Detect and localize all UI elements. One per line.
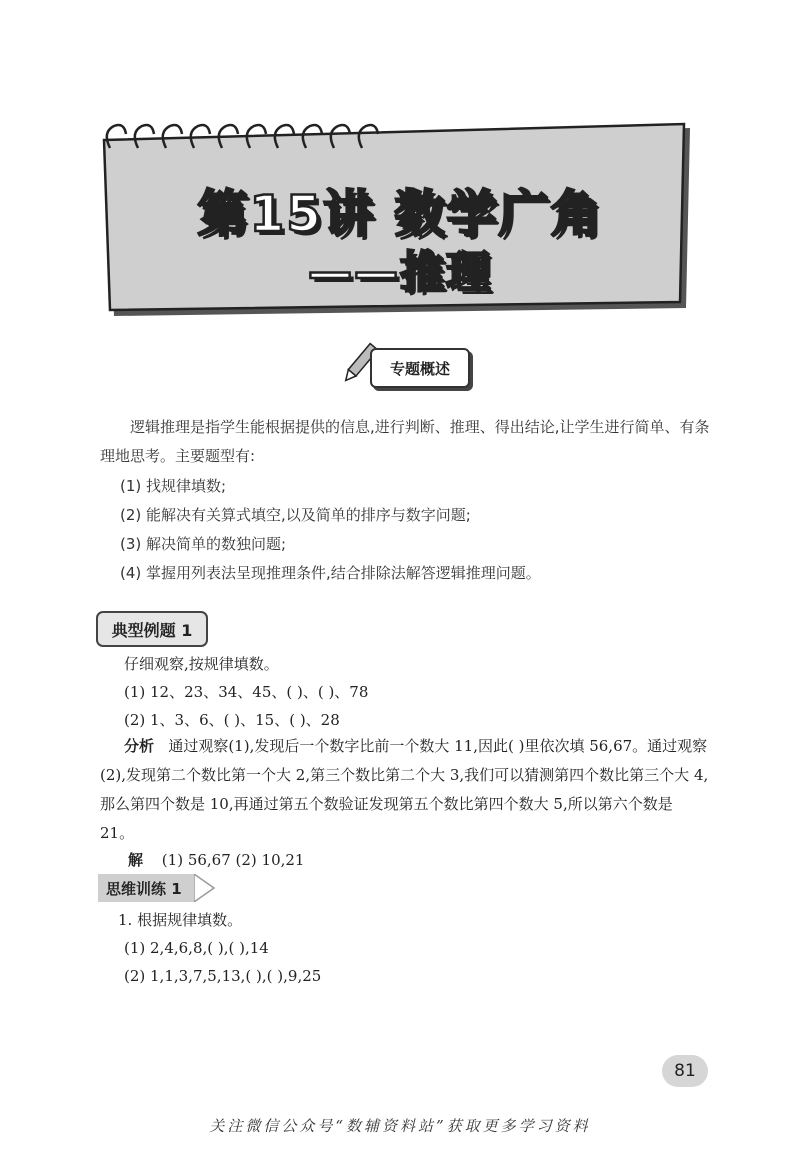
solution-label: 解	[128, 851, 144, 869]
example-problem-1: (1) 12、23、34、45、( )、( )、78	[124, 683, 369, 701]
arrow-tab-icon	[194, 874, 216, 902]
example-badge: 典型例题 1	[96, 611, 208, 647]
analysis-paragraph	[100, 732, 710, 848]
list-item: (4) 掌握用列表法呈现推理条件,结合排除法解答逻辑推理问题。	[120, 564, 541, 582]
training-question: 1. 根据规律填数。	[118, 911, 243, 929]
solution-text: (1) 56,67 (2) 10,21	[161, 851, 305, 869]
solution-line	[100, 846, 738, 875]
chapter-title: 第15讲 数学广角	[197, 185, 603, 243]
list-item: (2) 能解决有关算式填空,以及简单的排序与数字问题;	[120, 506, 471, 524]
overview-label: 专题概述	[370, 348, 470, 388]
training-badge	[98, 874, 218, 902]
analysis-text: 通过观察(1),发现后一个数字比前一个数大 11,因此( )里依次填 56,67。通过观察(2),发现第二个数比第一个大 2,第三个数比第二个大 3,我们可以猜测第四个数比第三个大 4,那么第四个数是 10,再通过第五个数验证发现第五个数比第四个数大 5,所以第六个数是 21。	[100, 737, 709, 842]
overview-intro: 逻辑推理是指学生能根据提供的信息,进行判断、推理、得出结论,让学生进行简单、有条理地思考。主要题型有:	[100, 418, 710, 465]
analysis-label: 分析	[124, 737, 155, 755]
spiral-binding-icon	[100, 118, 400, 154]
training-question-part-1: (1) 2,4,6,8,( ),( ),14	[124, 939, 269, 957]
list-item: (3) 解决简单的数独问题;	[120, 535, 287, 553]
example-problem-2: (2) 1、3、6、( )、15、( )、28	[124, 711, 340, 729]
example-prompt: 仔细观察,按规律填数。	[124, 655, 279, 673]
list-item: (1) 找规律填数;	[120, 477, 227, 495]
footer-note: 关注微信公众号“数辅资料站”获取更多学习资料	[209, 1117, 591, 1135]
question-type-list	[100, 472, 720, 588]
page-number: 81	[662, 1055, 708, 1087]
overview-section-badge	[340, 340, 470, 392]
chapter-subtitle: ——推理	[308, 247, 492, 298]
training-label: 思维训练 1	[98, 874, 196, 902]
training-question-part-2: (2) 1,1,3,7,5,13,( ),( ),9,25	[124, 967, 322, 985]
chapter-title-banner	[100, 118, 700, 318]
